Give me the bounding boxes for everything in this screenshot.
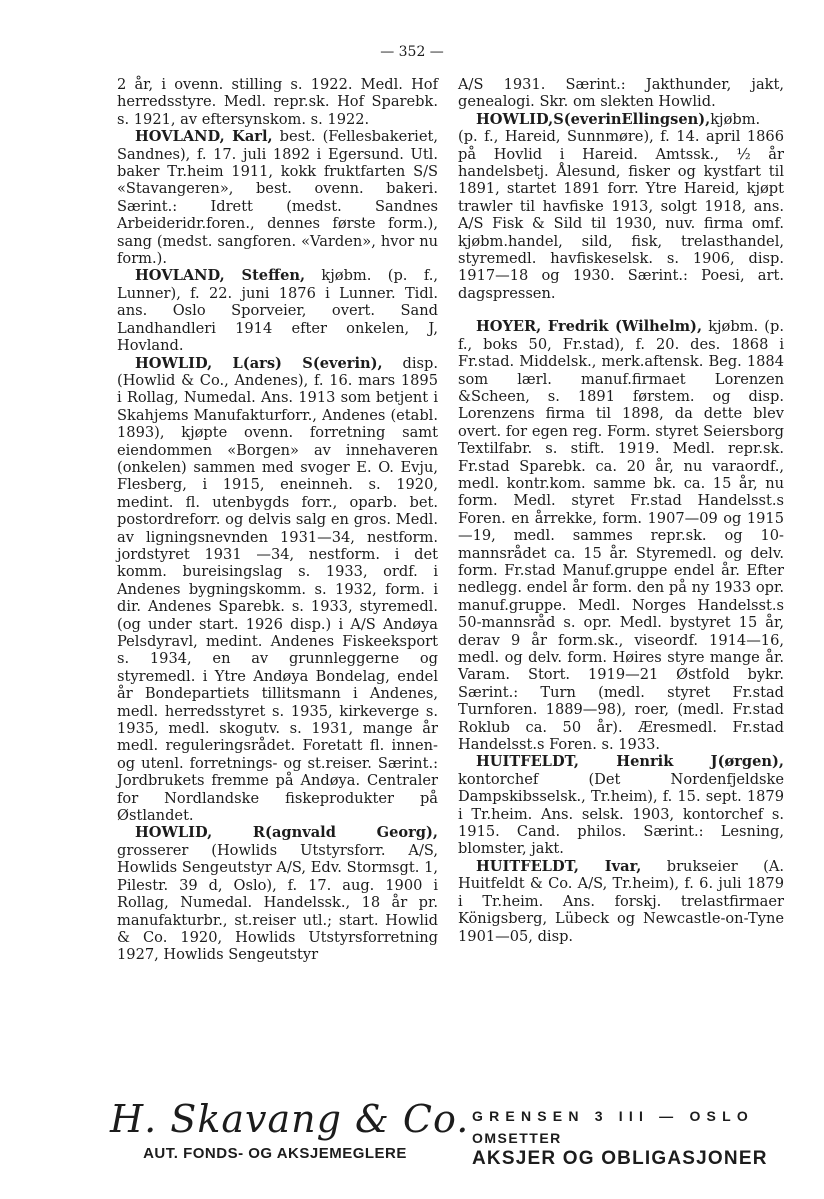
entry-text: kjøbm. (p. f., boks 50, Fr.stad), f. 20. des. 1868 i Fr.stad. Middelsk., merk.aftensk. Beg. 1884 som lærl. manuf.firmaet Lorenzen &Scheen, s. 1891 førstem. og disp. Lorenzens firma til 1898, da dette blev overt. for egen reg. Form. styret Seiersborg Textilfabr. s. stift. 1919. Medl. repr.sk. Fr.stad Sparebk. ca. 20 år, nu varaordf., medl. kontr.kom. samme bk. ca. 15 år, nu form. Medl. styret Fr.stad Handelsst.s Foren. en årrekke, form. 1907—09 og 1915—19, medl. sammes repr.sk. og 10-mannsrådet ca. 15 år. Styremedl. og delv. form. Fr.stad Manuf.gruppe endel år. Efter nedlegg. endel år form. den på ny 1933 opr. manuf.gruppe. Medl. Norges Handelsst.s 50-mannsråd s. opr. Medl. bystyret 15 år, derav 9 år form.sk., viseordf. 1914—16, medl. og delv. form. Høires styre mange år. Varam. Stort. 1919—21 Østfold bykr. Særint.: Turn (medl. styret Fr.stad Turnforen. 1889—98), roer, (medl. Fr.stad Roklub ca. 50 år). Æresmedl. Fr.stad Handelsst.s Foren. s. 1933.	[458, 318, 784, 754]
advertisement-aksjer	[472, 1108, 792, 1170]
entry-hovland-steffen	[117, 267, 438, 354]
left-column	[117, 76, 438, 964]
entry-text: disp. (Howlid & Co., Andenes), f. 16. mars 1895 i Rollag, Numedal. Ans. 1913 som betjent i Skahjems Manufakturforr., Andenes (etabl. 1893), kjøpte ovenn. forretning samt eiendommen «Borgen» av innehaveren (onkelen) sammen med svoger E. O. Evju, Flesberg, i 1915, eneinneh. s. 1920, medint. fl. utenbygds forr., oparb. bet. postordreforr. og delvis salg en gros. Medl. av ligningsnevnden 1931—34, nestform. jordstyret 1931 —34, nestform. i det komm. bureisingslag s. 1933, ordf. i Andenes bygningskomm. s. 1932, form. i dir. Andenes Sparebk. s. 1933, styremedl. (og under start. 1926 disp.) i A/S Andøya Pelsdyravl, medint. Andenes Fiskeeksport s. 1934, en av grunnleggerne og styremedl. i Ytre Andøya Bondelag, endel år Bondepartiets tillitsmann i Andenes, medl. herredsstyret s. 1935, kirkeverge s. 1935, medl. skogutv. s. 1931, mange år medl. reguleringsrådet. Foretatt fl. innen- og utenl. forretnings- og st.reiser. Særint.: Jordbrukets fremme på Andøya. Centraler for Nordlandske fiskeprodukter på Østlandet.	[117, 354, 438, 825]
entry-name: HUITFELDT, Henrik J(ørgen),	[476, 753, 784, 771]
entry-continuation: A/S 1931. Særint.: Jakthunder, jakt, genealogi. Skr. om slekten Howlid.	[458, 76, 784, 111]
entry-hoyer-fredrik	[458, 318, 784, 753]
entry-huitfeldt-henrik	[458, 753, 784, 857]
entry-huitfeldt-ivar	[458, 858, 784, 945]
entry-name: HOWLID,S(everinEllingsen),	[476, 110, 711, 128]
entry-name: HOYER, Fredrik (Wilhelm),	[476, 318, 703, 336]
entry-name: HOWLID, R(agnvald Georg),	[135, 824, 438, 842]
entry-text: brukseier (A. Huitfeldt & Co. A/S, Tr.heim), f. 6. juli 1879 i Tr.heim. Ans. forskj. trelastfirmaer Königsberg, Lübeck og Newcastle-on-Tyne 1901—05, disp.	[458, 857, 784, 945]
entry-text: kjøbm. (p. f., Lunner), f. 22. juni 1876 i Lunner. Tidl. ans. Oslo Sporveier, overt. Sand Landhandleri 1914 efter onkelen, J, Hovland.	[117, 267, 438, 355]
entry-text: kjøbm. (p. f., Hareid, Sunnmøre), f. 14. april 1866 på Hovlid i Hareid. Amtssk., ½ år handelsbetj. Ålesund, fisker og kystfart til 1891, startet 1891 forr. Ytre Hareid, kjøpt trawler til havfiske 1913, solgt 1918, ans. A/S Fisk & Sild til 1930, nuv. firma omf. kjøbm.handel, sild, fisk, trelasthandel, styremedl. havfiskeselsk. s. 1906, disp. 1917—18 og 1930. Særint.: Poesi, art. dagspressen.	[458, 110, 784, 302]
ad-omsetter: OMSETTER	[472, 1130, 562, 1146]
right-column	[458, 76, 784, 945]
entry-howlid-lars	[117, 355, 438, 825]
ad-headline: AKSJER OG OBLIGASJONER	[472, 1148, 768, 1169]
entry-name: HUITFELDT, Ivar,	[476, 857, 642, 875]
company-description: AUT. FONDS- OG AKSJEMEGLERE	[143, 1145, 407, 1162]
entry-name: HOWLID, L(ars) S(everin),	[135, 354, 383, 372]
page-number: — 352 —	[380, 44, 444, 60]
entry-text: grosserer (Howlids Utstyrsforr. A/S, Howlids Sengeutstyr A/S, Edv. Stormsgt. 1, Pilestr. 39 d, Oslo), f. 17. aug. 1900 i Rollag, Numedal. Handelssk., 18 år pr. manufakturbr., st.reiser utl.; start. Howlid & Co. 1920, Howlids Utstyrsforretning 1927, Howlids Sengeutstyr	[117, 841, 438, 964]
entry-hovland-karl	[117, 128, 438, 267]
entry-text: kontorchef (Det Nordenfjeldske Dampskibsselsk., Tr.heim), f. 15. sept. 1879 i Tr.heim. Ans. selsk. 1903, kontorchef s. 1915. Cand. philos. Særint.: Lesning, blomster, jakt.	[458, 770, 784, 858]
advertisement-skavang	[110, 1097, 470, 1162]
entry-name: HOVLAND, Karl,	[135, 128, 273, 146]
entry-continuation: 2 år, i ovenn. stilling s. 1922. Medl. Hof herredsstyre. Medl. repr.sk. Hof Sparebk. s. 1921, av eftersynskom. s. 1922.	[117, 76, 438, 128]
entry-name: HOVLAND, Steffen,	[135, 267, 306, 285]
entry-howlid-severin	[458, 111, 784, 302]
address: GRENSEN 3 III — OSLO	[472, 1108, 754, 1124]
entry-howlid-ragnvald	[117, 824, 438, 963]
company-logo: H. Skavang & Co.	[110, 1097, 470, 1141]
entry-text: best. (Fellesbakeriet, Sandnes), f. 17. juli 1892 i Egersund. Utl. baker Tr.heim 1911, kokk fruktfarten S/S «Stavangeren», best. ovenn. bakeri. Særint.: Idrett (medst. Sandnes Arbeideridr.foren., dennes første form.), sang (medst. sangforen. «Varden», hvor nu form.).	[117, 128, 438, 268]
